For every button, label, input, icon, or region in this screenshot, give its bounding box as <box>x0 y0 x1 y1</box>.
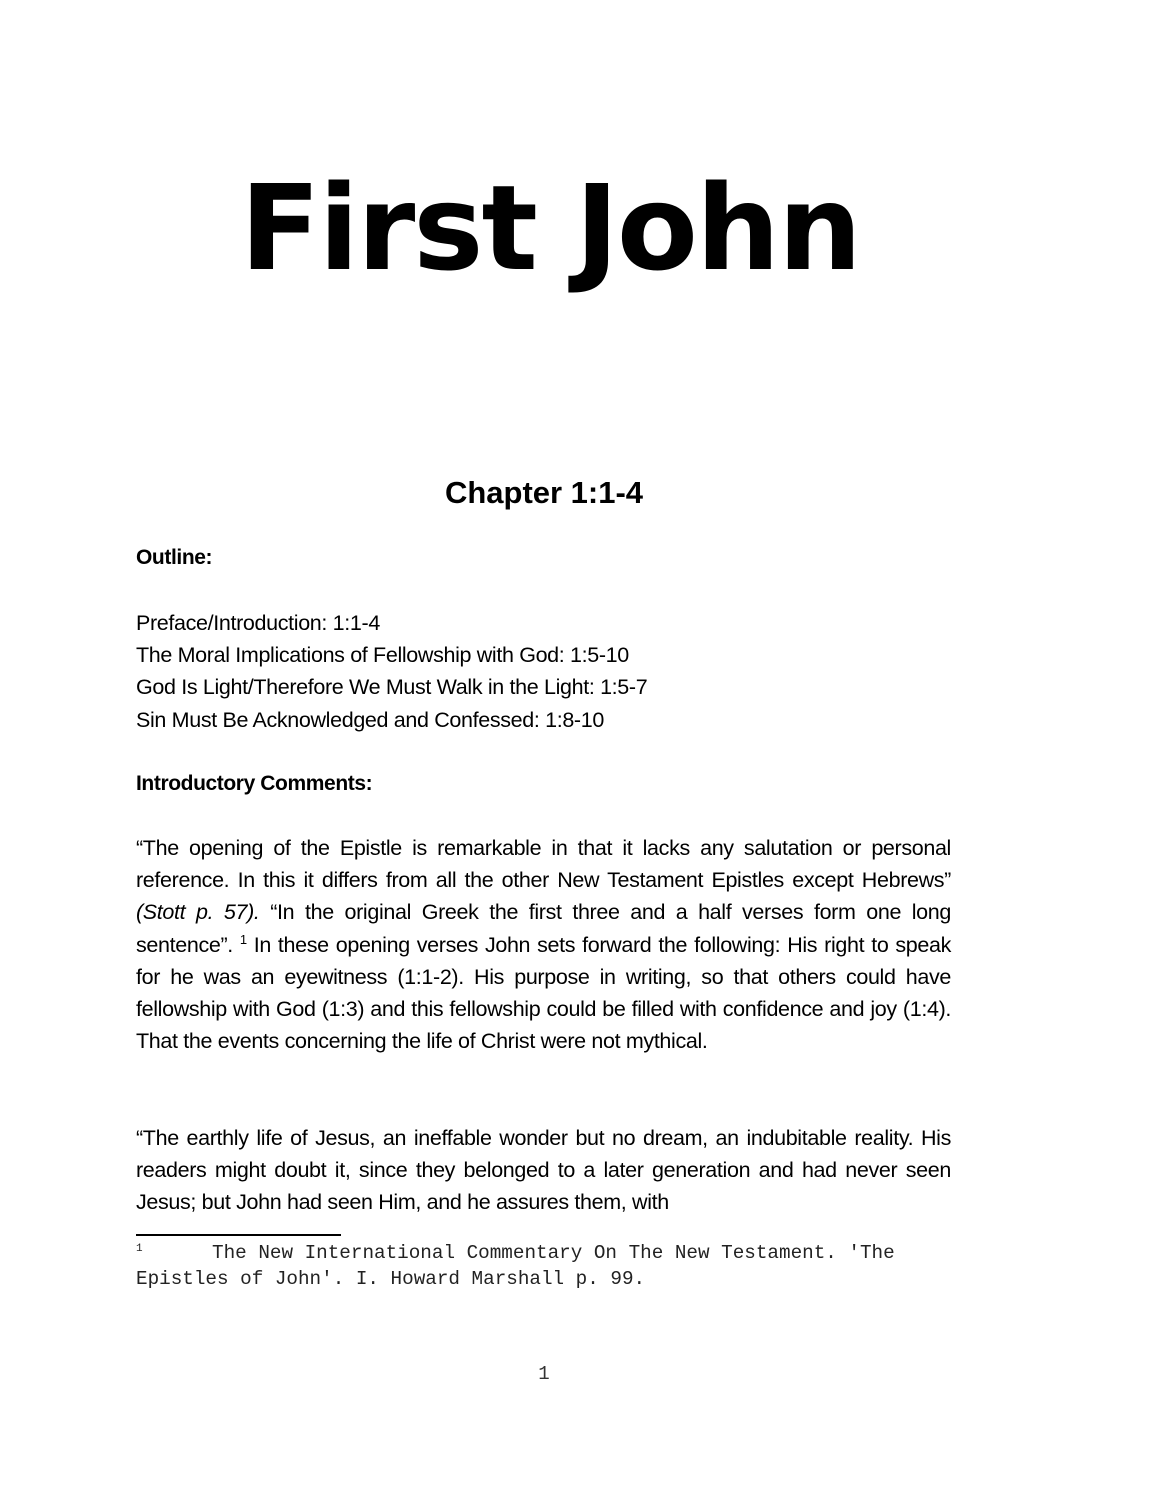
footnote-reference[interactable]: 1 <box>239 931 247 947</box>
footnote-text: The New International Commentary On The New Testament. 'The <box>142 1242 895 1264</box>
chapter-heading: Chapter 1:1-4 <box>444 475 644 510</box>
outline-item: The Moral Implications of Fellowship with God: 1:5-10 <box>136 643 629 668</box>
introductory-comments-label: Introductory Comments: <box>136 772 373 795</box>
paragraph-text: “In the original Greek the first three and a half verses form one long sentence”. <box>136 900 952 957</box>
footnote <box>136 1240 1036 1292</box>
footnote-marker: 1 <box>136 1243 143 1255</box>
outline-label: Outline: <box>136 546 213 569</box>
body-paragraph: “The earthly life of Jesus, an ineffable wonder but no dream, an indubitable reality. His readers might doubt it, since they belonged to a later generation and had never seen Jesus; but John had seen Him, and he assures them, with <box>136 1126 951 1215</box>
outline-item: God Is Light/Therefore We Must Walk in the Light: 1:5-7 <box>136 675 648 700</box>
citation: (Stott p. 57). <box>136 900 260 925</box>
page-number: 1 <box>538 1363 550 1385</box>
paragraph-text: In these opening verses John sets forward the following: His right to speak for he was an eyewitness (1:1-2). His purpose in writing, so that others could have fellowship with God (1:3) and this fellowship could be filled with confidence and joy (1:4). That the events concerning the life of Christ were not mythical. <box>136 932 952 1054</box>
outline-list <box>136 607 647 736</box>
outline-item: Sin Must Be Acknowledged and Confessed: 1:8-10 <box>136 707 604 732</box>
footnote-divider <box>136 1234 341 1236</box>
document-title: First John <box>240 159 860 297</box>
paragraph-text: “The opening of the Epistle is remarkable in that it lacks any salutation or personal reference. In this it differs from all the other New Testament Epistles except Hebrews” <box>136 836 951 893</box>
body-paragraph <box>136 832 951 1057</box>
outline-item: Preface/Introduction: 1:1-4 <box>136 611 380 635</box>
footnote-text: Epistles of John'. I. Howard Marshall p. 99. <box>136 1268 646 1290</box>
